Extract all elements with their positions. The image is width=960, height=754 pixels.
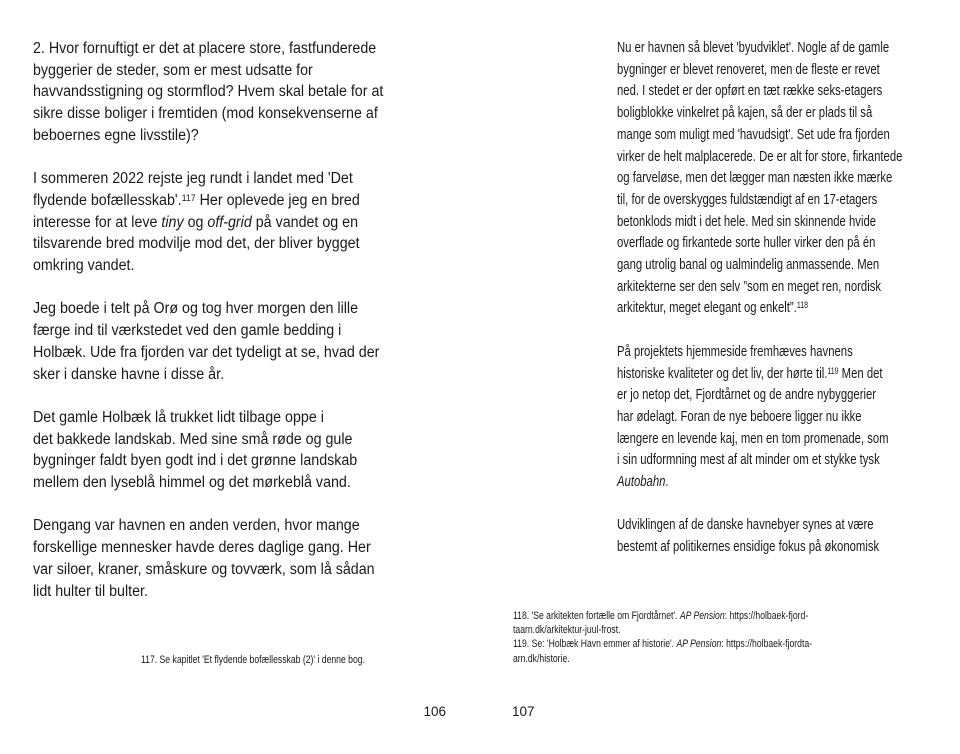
left-page-body-text <box>33 38 449 624</box>
footnotes-118-119: 118. 'Se arkitekten fortælle om Fjordtårnet'. AP Pension: https://holbaek-fjord- taarn.dk/arkitektur-juul-frost. 119. Se: 'Holbæk Havn emmer af historie'. AP Pension: https://holbaek-fjordta- arn.dk/historie. <box>513 610 813 665</box>
paragraph: Dengang var havnen en anden verden, hvor mange forskellige mennesker havde deres daglige gang. Her var siloer, kraner, småskure og tovværk, som lå sådan lidt hulter til bulter. <box>33 517 375 600</box>
paragraph: Det gamle Holbæk lå trukket lidt tilbage oppe i det bakkede landskab. Med sine små røde og gule bygninger faldt byen godt ind i det grønne landskab mellem den lyseblå himmel og det mørkeblå vand. <box>33 408 358 492</box>
right-page-body-text <box>617 38 940 581</box>
paragraph: Udviklingen af de danske havnebyer synes at være bestemt af politikernes ensidige fokus på økonomisk <box>617 517 880 556</box>
page-number-left: 106 <box>423 704 446 719</box>
paragraph: På projektets hjemmeside fremhæves havnens historiske kvaliteter og det liv, der hørte til.$^{119}$ Men det er jo netop det, Fjordtårnet og de andre nybyggerier har ødelagt. Foran de nye beboere ligger nu ikke længere en levende kaj, men en tom promenade, som i sin udformning mest af alt minder om et stykke tysk Autobahn. <box>617 343 889 491</box>
paragraph: Nu er havnen så blevet 'byudviklet'. Nogle af de gamle bygninger er blevet renoveret, men de fleste er revet ned. I stedet er der opført en tæt række seks-etagers boligblokke vinkelret på kajen, så der er plads til så mange som muligt med 'havudsigt'. Set ude fra fjorden virker de helt malplacerede. De er alt for store, firkantede og farveløse, men det lægger man næsten ikke mærke til, for de overskygges fuldstændigt af en 17-etagers betonklods midt i det hele. Med sin skinnende hvide overflade og firkantede sorte huller virker den på én gang utrolig banal og ualmindelig anmassende. Men arkitekterne ser den selv ”som en meget ren, nordisk arkitektur, meget elegant og enkelt”.$^{118}$ <box>617 40 903 317</box>
page-number-right: 107 <box>512 704 535 719</box>
paragraph: 2. Hvor fornuftigt er det at placere store, fastfunderede byggerier de steder, som er mest udsatte for havvandsstigning og stormflod? Hvem skal betale for at sikre disse boliger i fremtiden (mod konsekvenserne af beboernes egne livsstile)? <box>33 40 384 144</box>
footnote-117: 117. Se kapitlet 'Et flydende bofællesskab (2)' i denne bog. <box>140 654 365 666</box>
paragraph: I sommeren 2022 rejste jeg rundt i landet med 'Det flydende bofællesskab'.$^{117}$ Her oplevede jeg en bred interesse for at leve tiny og off-grid på vandet og en tilsvarende bred modvilje mod det, der bliver bygget omkring vandet. <box>33 170 360 275</box>
paragraph: Jeg boede i telt på Orø og tog hver morgen den lille færge ind til værkstedet ved den gamle bedding i Holbæk. Ude fra fjorden var det tydeligt at se, hvad der sker i danske havne i disse år. <box>33 300 380 383</box>
